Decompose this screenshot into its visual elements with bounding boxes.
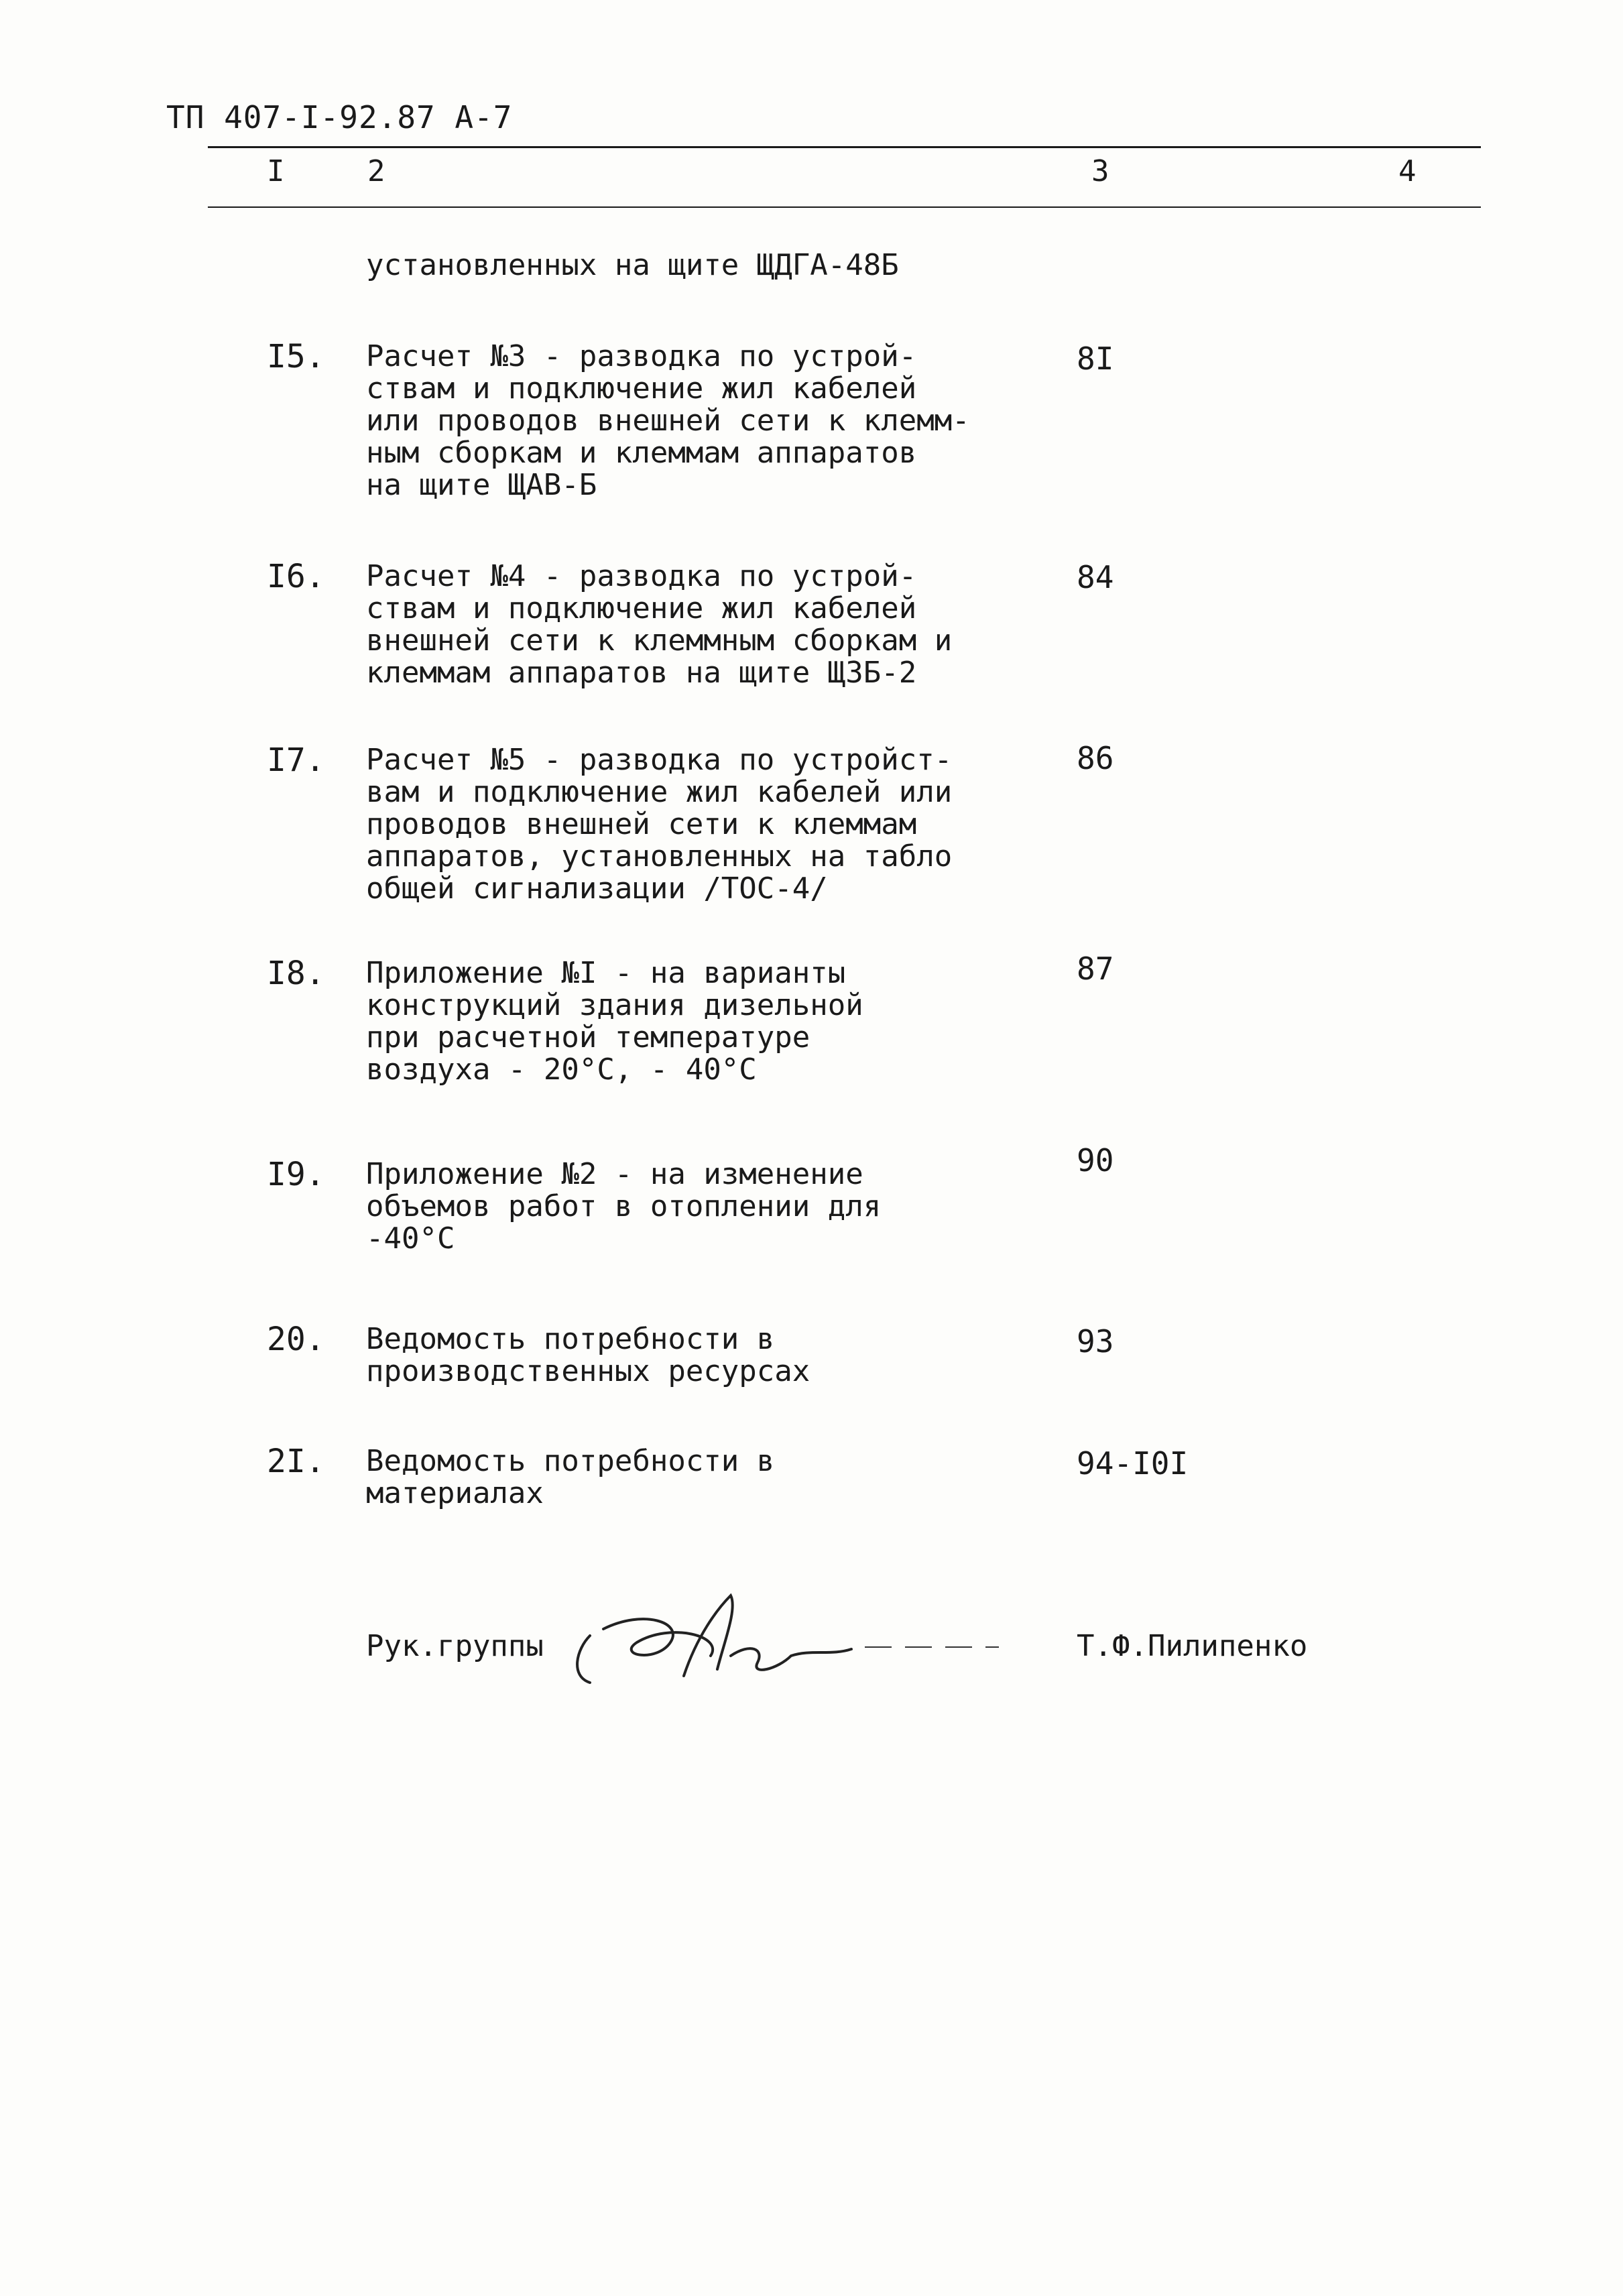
continuation-text: установленных на щите ЩДГА-48Б xyxy=(366,248,899,282)
column-number-1: I xyxy=(267,154,285,188)
entry-page: 94-I0I xyxy=(1077,1445,1189,1482)
entry-text: Приложение №2 - на изменение объемов работ в отоплении для -40°С xyxy=(366,1157,882,1256)
entry-number: I7. xyxy=(267,741,325,779)
entry-text: Приложение №I - на варианты конструкций здания дизельной при расчетной температуре воздуха - 20°С, - 40°С xyxy=(366,956,863,1087)
entry-page: 90 xyxy=(1077,1142,1114,1179)
entry-number: I8. xyxy=(267,955,325,992)
header-rule-top xyxy=(208,146,1481,148)
entry-text: Ведомость потребности в производственных ресурсах xyxy=(366,1322,810,1388)
document-code: ТП 407-I-92.87 А-7 xyxy=(166,99,513,135)
entry-page: 87 xyxy=(1077,951,1114,987)
entry-number: 20. xyxy=(267,1321,325,1358)
signature-label: Рук.группы xyxy=(366,1629,544,1663)
header-rule-bottom xyxy=(208,206,1481,208)
column-number-4: 4 xyxy=(1398,154,1417,188)
column-number-3: 3 xyxy=(1091,154,1109,188)
entry-number: I5. xyxy=(267,338,325,375)
entry-text: Расчет №3 - разводка по устрой- ствам и подключение жил кабелей или проводов внешней сети к клемм- ным сборкам и клеммам аппаратов на щите ЩАВ-Б xyxy=(366,339,970,502)
entry-text: Расчет №4 - разводка по устрой- ствам и подключение жил кабелей внешней сети к клеммным сборкам и клеммам аппаратов на щите ЩЗБ-2 xyxy=(366,559,953,690)
handwritten-signature xyxy=(563,1582,858,1703)
entry-number: I6. xyxy=(267,558,325,595)
entry-page: 93 xyxy=(1077,1323,1114,1360)
entry-page: 86 xyxy=(1077,740,1114,776)
entry-number: I9. xyxy=(267,1156,325,1193)
entry-number: 2I. xyxy=(267,1443,325,1480)
entry-page: 84 xyxy=(1077,559,1114,595)
entry-text: Расчет №5 - разводка по устройст- вам и подключение жил кабелей или проводов внешней сети к клеммам аппаратов, установленных на табло общей сигнализации /ТОС-4/ xyxy=(366,743,953,906)
entry-text: Ведомость потребности в материалах xyxy=(366,1444,775,1510)
entry-page: 8I xyxy=(1077,341,1114,377)
signature-line xyxy=(865,1646,999,1648)
signature-name: Т.Ф.Пилипенко xyxy=(1077,1629,1308,1663)
column-number-2: 2 xyxy=(367,154,385,188)
